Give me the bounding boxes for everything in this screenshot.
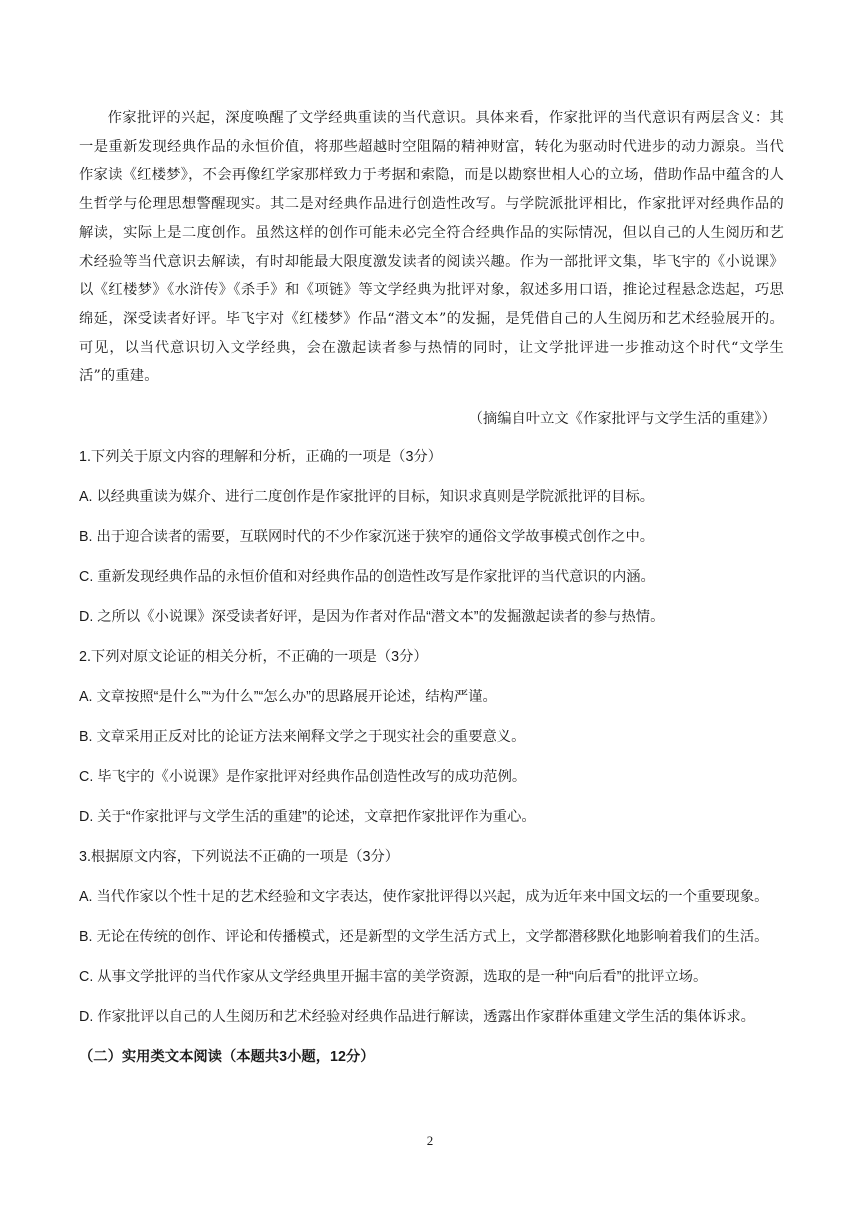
page-number: 2 xyxy=(426,1133,434,1148)
option-d: D. 关于“作家批评与文学生活的重建”的论述，文章把作家批评作为重心。 xyxy=(79,809,536,826)
article-source: （摘编自叶立文《作家批评与文学生活的重建》） xyxy=(468,411,776,428)
document-page xyxy=(79,104,784,1069)
question-1 xyxy=(79,445,784,629)
option-a: A. 文章按照“是什么”“为什么”“怎么办”的思路展开论述，结构严谨。 xyxy=(79,689,497,706)
question-stem: 1.下列关于原文内容的理解和分析，正确的一项是（3分） xyxy=(79,449,442,466)
option-a: A. 当代作家以个性十足的艺术经验和文字表达，使作家批评得以兴起，成为近年来中国文坛的一个重要现象。 xyxy=(79,889,769,906)
question-3 xyxy=(79,845,784,1029)
option-c: C. 毕飞宇的《小说课》是作家批评对经典作品创造性改写的成功范例。 xyxy=(79,769,527,786)
question-stem: 3.根据原文内容，下列说法不正确的一项是（3分） xyxy=(79,849,400,866)
option-b: B. 无论在传统的创作、评论和传播模式，还是新型的文学生活方式上，文学都潜移默化地影响着我们的生活。 xyxy=(79,929,769,946)
question-list xyxy=(79,445,784,1029)
section-heading: （二）实用类文本阅读（本题共3小题，12分） xyxy=(79,1049,375,1066)
option-a: A. 以经典重读为媒介、进行二度创作是作家批评的目标，知识求真则是学院派批评的目标。 xyxy=(79,489,655,506)
question-2 xyxy=(79,645,784,829)
option-d: D. 之所以《小说课》深受读者好评，是因为作者对作品“潜文本”的发掘激起读者的参与热情。 xyxy=(79,609,665,626)
question-stem: 2.下列对原文论证的相关分析，不正确的一项是（3分） xyxy=(79,649,428,666)
option-d: D. 作家批评以自己的人生阅历和艺术经验对经典作品进行解读，透露出作家群体重建文学生活的集体诉求。 xyxy=(79,1009,755,1026)
option-b: B. 文章采用正反对比的论证方法来阐释文学之于现实社会的重要意义。 xyxy=(79,729,526,746)
article-paragraph: 作家批评的兴起，深度唤醒了文学经典重读的当代意识。具体来看，作家批评的当代意识有两层含义：其一是重新发现经典作品的永恒价值，将那些超越时空阻隔的精神财富，转化为驱动时代进步的动力源泉。当代作家读《红楼梦》，不会再像红学家那样致力于考据和索隐，而是以勘察世相人心的立场，借助作品中蕴含的人生哲学与伦理思想警醒现实。其二是对经典作品进行创造性改写。与学院派批评相比，作家批评对经典作品的解读，实际上是二度创作。虽然这样的创作可能未必完全符合经典作品的实际情况，但以自己的人生阅历和艺术经验等当代意识去解读，有时却能最大限度激发读者的阅读兴趣。作为一部批评文集，毕飞宇的《小说课》以《红楼梦》《水浒传》《杀手》和《项链》等文学经典为批评对象，叙述多用口语，推论过程悬念迭起，巧思绵延，深受读者好评。毕飞宇对《红楼梦》作品“潜文本”的发掘，是凭借自己的人生阅历和艺术经验展开的。可见，以当代意识切入文学经典，会在激起读者参与热情的同时，让文学批评进一步推动这个时代“文学生活”的重建。 xyxy=(79,110,784,385)
option-c: C. 从事文学批评的当代作家从文学经典里开掘丰富的美学资源，选取的是一种“向后看”的批评立场。 xyxy=(79,969,708,986)
option-b: B. 出于迎合读者的需要，互联网时代的不少作家沉迷于狭窄的通俗文学故事模式创作之中。 xyxy=(79,529,655,546)
option-c: C. 重新发现经典作品的永恒价值和对经典作品的创造性改写是作家批评的当代意识的内涵。 xyxy=(79,569,655,586)
